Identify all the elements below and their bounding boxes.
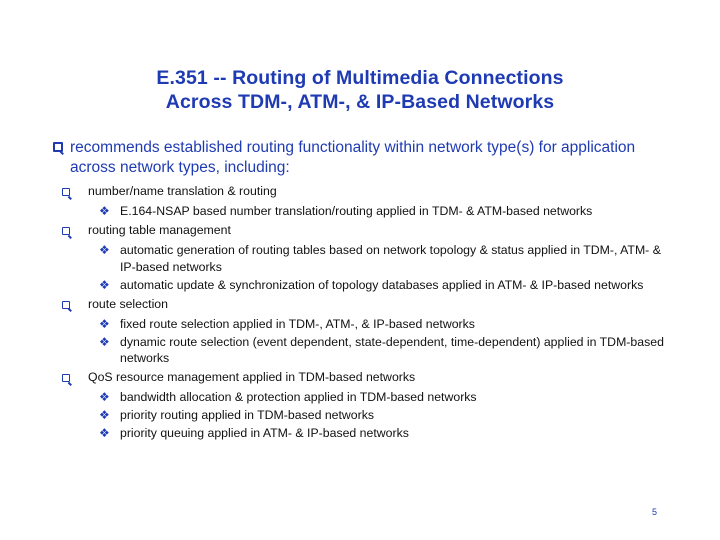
diamond-bullet-icon: ❖ [99, 426, 110, 440]
diamond-bullet-icon: ❖ [99, 408, 110, 422]
sub-list-item-text: automatic update & synchronization of topology databases applied in ATM- & IP-based networks [120, 277, 644, 292]
title-line-2: Across TDM-, ATM-, & IP-Based Networks [165, 91, 555, 113]
diamond-bullet-icon: ❖ [99, 277, 110, 292]
sub-list-item [0, 277, 720, 294]
list-item-text: number/name translation & routing [88, 184, 277, 198]
list-item [0, 182, 720, 202]
sub-list-item [0, 407, 720, 424]
slide-title [60, 66, 660, 114]
list-item-text: QoS resource management applied in TDM-based networks [88, 370, 416, 384]
diamond-bullet-icon: ❖ [99, 316, 110, 331]
diamond-bullet-icon: ❖ [99, 204, 110, 218]
intro-text: recommends established routing functionality within network type(s) for application across network types, including: [70, 139, 636, 176]
title-line-1: E.351 -- Routing of Multimedia Connections [156, 67, 564, 89]
q-box-bullet-icon [62, 188, 70, 196]
list-item [0, 295, 720, 315]
q-box-bullet-icon [62, 374, 70, 382]
list-item-text: route selection [88, 296, 168, 311]
sub-list-item [0, 242, 720, 275]
sub-list-item-text: fixed route selection applied in TDM-, ATM-, & IP-based networks [120, 316, 475, 331]
q-box-bullet-icon [62, 301, 70, 309]
q-box-bullet-icon [62, 227, 70, 235]
sub-list-item [0, 334, 720, 367]
list-item [0, 368, 720, 388]
sub-list-item [0, 389, 720, 406]
list-item-text: routing table management [88, 223, 231, 237]
diamond-bullet-icon: ❖ [99, 390, 110, 404]
sub-list-item-text: bandwidth allocation & protection applied in TDM-based networks [120, 390, 477, 404]
sub-list-item-text: automatic generation of routing tables based on network topology & status applied in TDM-, ATM- & IP-based networks [120, 243, 661, 274]
diamond-bullet-icon: ❖ [99, 243, 110, 257]
sub-list-item-text: dynamic route selection (event dependent, state-dependent, time-dependent) applied in TDM-based networks [120, 334, 664, 365]
page-number: 5 [652, 507, 658, 517]
intro-bullet [70, 138, 670, 178]
bullet-list [0, 182, 720, 443]
list-item [0, 221, 720, 241]
sub-list-item-text: E.164-NSAP based number translation/routing applied in TDM- & ATM-based networks [120, 204, 593, 218]
sub-list-item-text: priority queuing applied in ATM- & IP-based networks [120, 426, 409, 440]
diamond-bullet-icon: ❖ [99, 334, 110, 349]
sub-list-item [0, 316, 720, 333]
sub-list-item-text: priority routing applied in TDM-based networks [120, 408, 375, 422]
sub-list-item [0, 203, 720, 220]
sub-list-item [0, 425, 720, 442]
q-box-bullet-icon [53, 142, 63, 152]
